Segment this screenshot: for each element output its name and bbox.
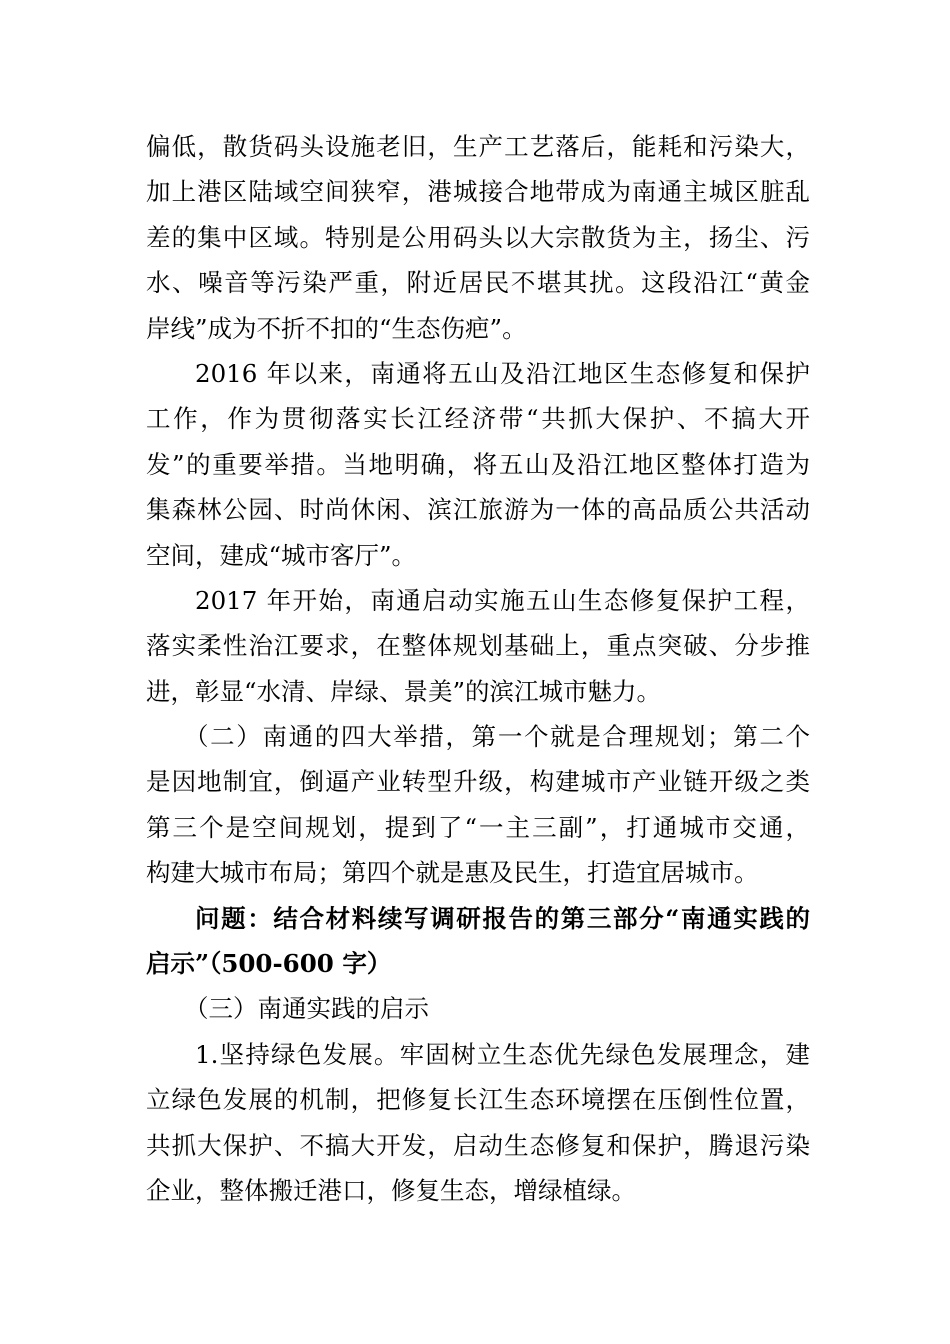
text-line: （二）南通的四大举措，第一个就是合理规划；第二个: [184, 722, 810, 752]
text-line: 进，彰显“水清、岸绿、景美”的滨江城市魅力。: [146, 676, 662, 706]
paragraph-pollution-background: [146, 124, 810, 351]
text-line: 工作，作为贯彻落实长江经济带“共抓大保护、不搞大开: [146, 404, 810, 434]
text-line: 差的集中区域。特别是公用码头以大宗散货为主，扬尘、污: [146, 222, 810, 252]
text-line: 企业，整体搬迁港口，修复生态，增绿植绿。: [146, 1175, 636, 1205]
paragraph-green-development: [146, 1032, 810, 1214]
text-line: 立绿色发展的机制，把修复长江生态环境摆在压倒性位置，: [146, 1085, 810, 1115]
question-line: 启示”（500-600 字）: [146, 949, 392, 979]
paragraph-four-measures: [146, 714, 810, 896]
text-line: 共抓大保护、不搞大开发，启动生态修复和保护，腾退污染: [146, 1130, 810, 1160]
text-line: 空间，建成“城市客厅”。: [146, 540, 417, 570]
text-line: 岸线”成为不折不扣的“生态伤疤”。: [146, 313, 527, 343]
document-body: [146, 124, 810, 1213]
text-line: 2016 年以来，南通将五山及沿江地区生态修复和保护: [195, 358, 810, 388]
text-line: 偏低，散货码头设施老旧，生产工艺落后，能耗和污染大，: [146, 132, 810, 161]
text-line: 水、噪音等污染严重，附近居民不堪其扰。这段沿江“黄金: [146, 268, 810, 298]
paragraph-2017: [146, 578, 810, 714]
text-line: 加上港区陆域空间狭窄，港城接合地带成为南通主城区脏乱: [146, 177, 810, 207]
text-line: 集森林公园、时尚休闲、滨江旅游为一体的高品质公共活动: [146, 495, 810, 525]
question-heading: [146, 896, 810, 987]
text-line: 2017 年开始，南通启动实施五山生态修复保护工程，: [195, 585, 810, 615]
text-line: 1.坚持绿色发展。牢固树立生态优先绿色发展理念，建: [195, 1039, 810, 1069]
text-line: 构建大城市布局；第四个就是惠及民生，打造宜居城市。: [146, 858, 759, 888]
paragraph-2016: [146, 351, 810, 578]
text-line: 第三个是空间规划，提到了“一主三副”，打通城市交通，: [146, 812, 810, 842]
text-line: 发”的重要举措。当地明确，将五山及沿江地区整体打造为: [146, 449, 810, 479]
section-title: （三）南通实践的启示: [184, 994, 429, 1024]
text-line: 是因地制宜，倒逼产业转型升级，构建城市产业链开级之类: [146, 767, 810, 797]
question-line: 问题：结合材料续写调研报告的第三部分“南通实践的: [195, 903, 810, 933]
section-three-heading: [146, 986, 810, 1031]
text-line: 落实柔性治江要求，在整体规划基础上，重点突破、分步推: [146, 631, 810, 661]
